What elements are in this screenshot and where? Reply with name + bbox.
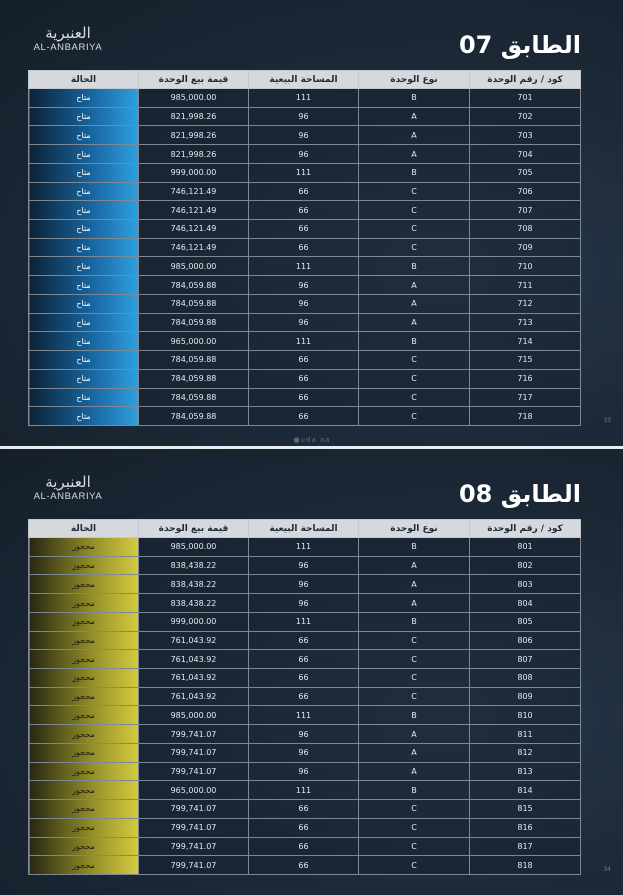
unit-code-cell: 807	[470, 650, 581, 669]
page-number: 34	[603, 866, 611, 873]
status-cell: محجوز	[29, 818, 139, 837]
price-cell: 838,438.22	[139, 594, 249, 613]
table-row	[29, 800, 581, 819]
header-price: قيمة بيع الوحدة	[139, 71, 249, 89]
price-cell: 838,438.22	[139, 575, 249, 594]
unit-code-cell: 702	[470, 107, 581, 126]
status-cell: متاح	[29, 201, 139, 220]
area-cell: 66	[249, 369, 359, 388]
price-cell: 784,059.88	[139, 276, 249, 295]
unit-code-cell: 813	[470, 762, 581, 781]
status-cell: محجوز	[29, 612, 139, 631]
type-cell: A	[359, 294, 470, 313]
status-cell: محجوز	[29, 687, 139, 706]
type-cell: C	[359, 856, 470, 875]
unit-code-cell: 703	[470, 126, 581, 145]
units-table-wrapper	[28, 519, 580, 875]
header-type: نوع الوحدة	[359, 520, 470, 538]
al-anbariya-logo	[28, 473, 108, 507]
table-row	[29, 313, 581, 332]
unit-code-cell: 811	[470, 725, 581, 744]
price-cell: 999,000.00	[139, 163, 249, 182]
type-cell: C	[359, 220, 470, 239]
status-cell: محجوز	[29, 800, 139, 819]
price-cell: 761,043.92	[139, 631, 249, 650]
table-row	[29, 407, 581, 426]
table-row	[29, 837, 581, 856]
type-cell: A	[359, 594, 470, 613]
units-table-floor-08	[28, 519, 581, 875]
status-cell: متاح	[29, 257, 139, 276]
table-body	[29, 89, 581, 426]
type-cell: A	[359, 556, 470, 575]
area-cell: 96	[249, 294, 359, 313]
price-cell: 784,059.88	[139, 388, 249, 407]
status-cell: متاح	[29, 369, 139, 388]
header-status: الحالة	[29, 71, 139, 89]
price-cell: 821,998.26	[139, 145, 249, 164]
area-cell: 66	[249, 650, 359, 669]
area-cell: 66	[249, 201, 359, 220]
table-row	[29, 332, 581, 351]
unit-code-cell: 814	[470, 781, 581, 800]
type-cell: B	[359, 89, 470, 108]
price-cell: 799,741.07	[139, 837, 249, 856]
type-cell: A	[359, 725, 470, 744]
type-cell: B	[359, 781, 470, 800]
table-row	[29, 126, 581, 145]
unit-code-cell: 804	[470, 594, 581, 613]
unit-code-cell: 716	[470, 369, 581, 388]
unit-code-cell: 717	[470, 388, 581, 407]
status-cell: محجوز	[29, 594, 139, 613]
price-cell: 784,059.88	[139, 407, 249, 426]
type-cell: C	[359, 201, 470, 220]
unit-code-cell: 802	[470, 556, 581, 575]
area-cell: 96	[249, 594, 359, 613]
price-cell: 985,000.00	[139, 538, 249, 557]
table-row	[29, 238, 581, 257]
area-cell: 111	[249, 257, 359, 276]
price-cell: 799,741.07	[139, 725, 249, 744]
unit-code-cell: 815	[470, 800, 581, 819]
table-row	[29, 725, 581, 744]
unit-code-cell: 711	[470, 276, 581, 295]
header-price: قيمة بيع الوحدة	[139, 520, 249, 538]
table-row	[29, 556, 581, 575]
table-row	[29, 818, 581, 837]
area-cell: 66	[249, 388, 359, 407]
table-row	[29, 669, 581, 688]
status-cell: محجوز	[29, 538, 139, 557]
watermark: ●uda aa	[293, 436, 331, 444]
unit-code-cell: 808	[470, 669, 581, 688]
type-cell: A	[359, 145, 470, 164]
status-cell: متاح	[29, 163, 139, 182]
table-row	[29, 631, 581, 650]
status-cell: محجوز	[29, 631, 139, 650]
unit-code-cell: 704	[470, 145, 581, 164]
status-cell: محجوز	[29, 743, 139, 762]
area-cell: 66	[249, 818, 359, 837]
table-row	[29, 163, 581, 182]
area-cell: 111	[249, 706, 359, 725]
area-cell: 96	[249, 107, 359, 126]
area-cell: 96	[249, 145, 359, 164]
table-row	[29, 650, 581, 669]
status-cell: محجوز	[29, 856, 139, 875]
unit-code-cell: 805	[470, 612, 581, 631]
type-cell: C	[359, 669, 470, 688]
status-cell: متاح	[29, 182, 139, 201]
table-row	[29, 706, 581, 725]
table-row	[29, 351, 581, 370]
area-cell: 111	[249, 781, 359, 800]
unit-code-cell: 712	[470, 294, 581, 313]
status-cell: متاح	[29, 407, 139, 426]
unit-code-cell: 806	[470, 631, 581, 650]
type-cell: B	[359, 538, 470, 557]
table-header-row	[29, 71, 581, 89]
logo-english: AL-ANBARIYA	[33, 42, 103, 53]
status-cell: متاح	[29, 145, 139, 164]
status-cell: متاح	[29, 89, 139, 108]
logo-english: AL-ANBARIYA	[33, 491, 103, 502]
status-cell: متاح	[29, 276, 139, 295]
table-row	[29, 89, 581, 108]
header-type: نوع الوحدة	[359, 71, 470, 89]
price-cell: 985,000.00	[139, 89, 249, 108]
unit-code-cell: 713	[470, 313, 581, 332]
floor-08-slide	[0, 449, 623, 895]
type-cell: B	[359, 257, 470, 276]
status-cell: متاح	[29, 294, 139, 313]
table-row	[29, 612, 581, 631]
status-cell: متاح	[29, 351, 139, 370]
floor-title: الطابق 07	[458, 31, 581, 59]
table-header-row	[29, 520, 581, 538]
type-cell: C	[359, 351, 470, 370]
area-cell: 66	[249, 407, 359, 426]
al-anbariya-logo	[28, 24, 108, 58]
type-cell: B	[359, 706, 470, 725]
area-cell: 111	[249, 612, 359, 631]
type-cell: A	[359, 107, 470, 126]
type-cell: A	[359, 762, 470, 781]
table-row	[29, 369, 581, 388]
area-cell: 96	[249, 575, 359, 594]
price-cell: 784,059.88	[139, 294, 249, 313]
units-table-floor-07	[28, 70, 581, 426]
status-cell: محجوز	[29, 669, 139, 688]
area-cell: 66	[249, 837, 359, 856]
area-cell: 111	[249, 332, 359, 351]
unit-code-cell: 812	[470, 743, 581, 762]
area-cell: 96	[249, 725, 359, 744]
type-cell: A	[359, 313, 470, 332]
status-cell: محجوز	[29, 781, 139, 800]
units-table-wrapper	[28, 70, 580, 426]
table-row	[29, 687, 581, 706]
area-cell: 66	[249, 631, 359, 650]
logo-arabic: العنبرية	[45, 24, 91, 42]
price-cell: 965,000.00	[139, 781, 249, 800]
area-cell: 66	[249, 238, 359, 257]
table-row	[29, 781, 581, 800]
area-cell: 66	[249, 856, 359, 875]
unit-code-cell: 816	[470, 818, 581, 837]
unit-code-cell: 714	[470, 332, 581, 351]
area-cell: 96	[249, 743, 359, 762]
type-cell: C	[359, 238, 470, 257]
unit-code-cell: 810	[470, 706, 581, 725]
unit-code-cell: 718	[470, 407, 581, 426]
type-cell: C	[359, 369, 470, 388]
table-row	[29, 276, 581, 295]
price-cell: 985,000.00	[139, 257, 249, 276]
price-cell: 761,043.92	[139, 687, 249, 706]
unit-code-cell: 817	[470, 837, 581, 856]
type-cell: C	[359, 388, 470, 407]
price-cell: 799,741.07	[139, 743, 249, 762]
price-cell: 746,121.49	[139, 182, 249, 201]
price-cell: 799,741.07	[139, 818, 249, 837]
unit-code-cell: 709	[470, 238, 581, 257]
type-cell: B	[359, 332, 470, 351]
type-cell: A	[359, 126, 470, 145]
area-cell: 66	[249, 351, 359, 370]
table-row	[29, 388, 581, 407]
price-cell: 985,000.00	[139, 706, 249, 725]
type-cell: A	[359, 575, 470, 594]
status-cell: محجوز	[29, 706, 139, 725]
price-cell: 761,043.92	[139, 650, 249, 669]
price-cell: 999,000.00	[139, 612, 249, 631]
unit-code-cell: 701	[470, 89, 581, 108]
status-cell: متاح	[29, 332, 139, 351]
unit-code-cell: 803	[470, 575, 581, 594]
status-cell: متاح	[29, 220, 139, 239]
price-cell: 746,121.49	[139, 238, 249, 257]
area-cell: 66	[249, 220, 359, 239]
table-row	[29, 201, 581, 220]
area-cell: 66	[249, 182, 359, 201]
type-cell: A	[359, 276, 470, 295]
area-cell: 96	[249, 313, 359, 332]
status-cell: متاح	[29, 238, 139, 257]
unit-code-cell: 801	[470, 538, 581, 557]
area-cell: 96	[249, 276, 359, 295]
unit-code-cell: 809	[470, 687, 581, 706]
price-cell: 784,059.88	[139, 369, 249, 388]
type-cell: C	[359, 818, 470, 837]
floor-title: الطابق 08	[458, 480, 581, 508]
header-code: كود / رقم الوحدة	[470, 520, 581, 538]
table-row	[29, 594, 581, 613]
status-cell: متاح	[29, 126, 139, 145]
type-cell: C	[359, 631, 470, 650]
price-cell: 799,741.07	[139, 800, 249, 819]
header-code: كود / رقم الوحدة	[470, 71, 581, 89]
area-cell: 66	[249, 687, 359, 706]
type-cell: C	[359, 182, 470, 201]
price-cell: 799,741.07	[139, 762, 249, 781]
unit-code-cell: 706	[470, 182, 581, 201]
status-cell: متاح	[29, 313, 139, 332]
floor-07-slide	[0, 0, 623, 446]
header-area: المساحة البيعية	[249, 520, 359, 538]
status-cell: متاح	[29, 388, 139, 407]
header-area: المساحة البيعية	[249, 71, 359, 89]
unit-code-cell: 818	[470, 856, 581, 875]
area-cell: 66	[249, 800, 359, 819]
type-cell: C	[359, 837, 470, 856]
area-cell: 111	[249, 538, 359, 557]
table-row	[29, 257, 581, 276]
unit-code-cell: 705	[470, 163, 581, 182]
area-cell: 66	[249, 669, 359, 688]
area-cell: 96	[249, 556, 359, 575]
type-cell: C	[359, 407, 470, 426]
area-cell: 96	[249, 762, 359, 781]
price-cell: 761,043.92	[139, 669, 249, 688]
status-cell: متاح	[29, 107, 139, 126]
status-cell: محجوز	[29, 575, 139, 594]
price-cell: 746,121.49	[139, 220, 249, 239]
status-cell: محجوز	[29, 650, 139, 669]
table-row	[29, 107, 581, 126]
type-cell: B	[359, 163, 470, 182]
unit-code-cell: 710	[470, 257, 581, 276]
table-row	[29, 575, 581, 594]
status-cell: محجوز	[29, 556, 139, 575]
area-cell: 96	[249, 126, 359, 145]
price-cell: 784,059.88	[139, 351, 249, 370]
header-status: الحالة	[29, 520, 139, 538]
area-cell: 111	[249, 163, 359, 182]
price-cell: 746,121.49	[139, 201, 249, 220]
table-row	[29, 856, 581, 875]
type-cell: C	[359, 650, 470, 669]
status-cell: محجوز	[29, 725, 139, 744]
type-cell: C	[359, 687, 470, 706]
price-cell: 799,741.07	[139, 856, 249, 875]
type-cell: C	[359, 800, 470, 819]
table-body	[29, 538, 581, 875]
status-cell: محجوز	[29, 762, 139, 781]
table-row	[29, 145, 581, 164]
price-cell: 965,000.00	[139, 332, 249, 351]
unit-code-cell: 708	[470, 220, 581, 239]
type-cell: B	[359, 612, 470, 631]
price-cell: 821,998.26	[139, 107, 249, 126]
unit-code-cell: 715	[470, 351, 581, 370]
price-cell: 821,998.26	[139, 126, 249, 145]
type-cell: A	[359, 743, 470, 762]
page-number: 33	[603, 417, 611, 424]
table-row	[29, 762, 581, 781]
table-row	[29, 220, 581, 239]
price-cell: 784,059.88	[139, 313, 249, 332]
table-row	[29, 538, 581, 557]
table-row	[29, 743, 581, 762]
table-row	[29, 294, 581, 313]
price-cell: 838,438.22	[139, 556, 249, 575]
table-row	[29, 182, 581, 201]
unit-code-cell: 707	[470, 201, 581, 220]
area-cell: 111	[249, 89, 359, 108]
status-cell: محجوز	[29, 837, 139, 856]
logo-arabic: العنبرية	[45, 473, 91, 491]
